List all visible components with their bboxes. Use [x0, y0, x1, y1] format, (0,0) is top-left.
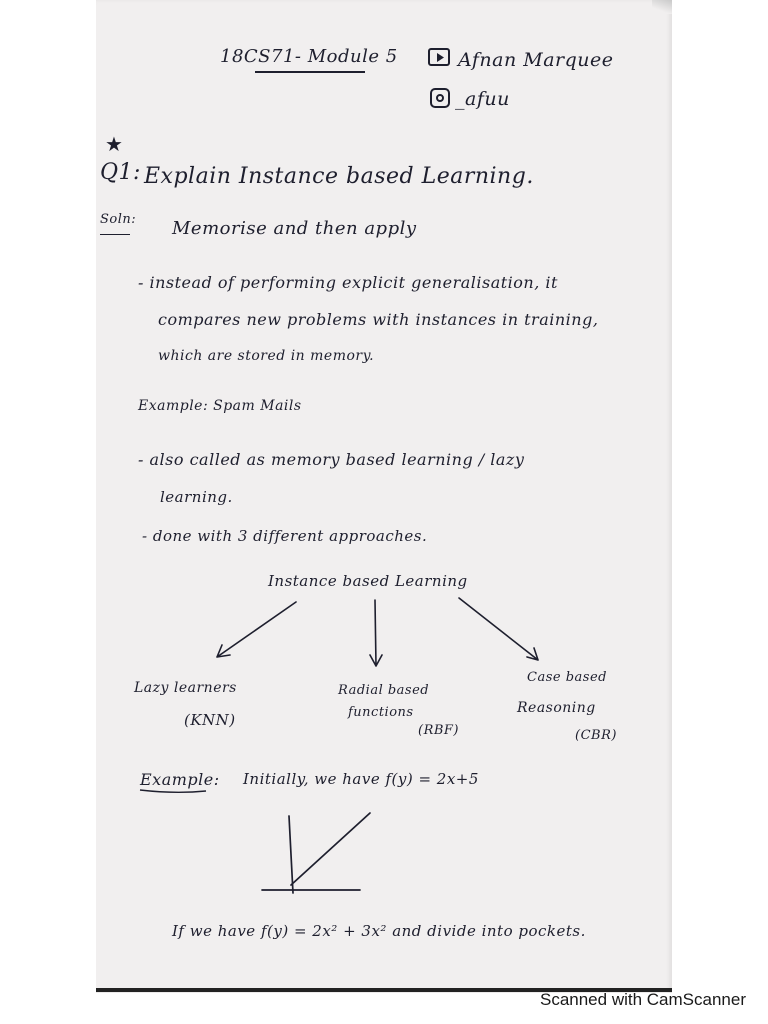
bullet1-line3: which are stored in memory.	[158, 348, 375, 364]
example-line: Example: Spam Mails	[138, 398, 302, 414]
bullet1-line1: - instead of performing explicit generalisation, it	[138, 273, 558, 292]
right-branch-label-2: Reasoning	[517, 700, 596, 716]
middle-branch-sub: (RBF)	[418, 723, 460, 738]
example2-text: Initially, we have f(y) = 2x+5	[243, 770, 479, 788]
star-mark: ★	[105, 132, 124, 156]
graph-sketch	[262, 813, 370, 893]
author-handle: _afuu	[455, 88, 510, 110]
bullet2-line1: - also called as memory based learning / lazy	[138, 450, 525, 469]
question-label: Q1:	[100, 160, 141, 185]
solution-tagline: Memorise and then apply	[172, 218, 417, 239]
bullet2-line2: learning.	[160, 488, 233, 506]
arrow-middle	[370, 600, 382, 666]
module-title: 18CS71- Module 5	[220, 46, 398, 67]
solution-label: Soln:	[100, 212, 137, 227]
right-branch-sub: (CBR)	[575, 728, 617, 743]
example2-underline	[140, 790, 206, 792]
graph-line	[291, 813, 370, 885]
question-text: Explain Instance based Learning.	[144, 164, 534, 189]
bullet1-line2: compares new problems with instances in training,	[158, 310, 599, 329]
middle-branch-label-1: Radial based	[338, 683, 430, 698]
arrow-left	[217, 602, 296, 657]
scanner-caption: Scanned with CamScanner	[539, 990, 746, 1009]
bullet3-line1: - done with 3 different approaches.	[142, 527, 428, 545]
left-branch-label: Lazy learners	[134, 680, 237, 696]
example2-label: Example:	[140, 770, 220, 789]
arrow-right	[459, 598, 538, 660]
graph-y-axis	[289, 816, 293, 893]
diagram-root: Instance based Learning	[268, 572, 468, 590]
author-name: Afnan Marquee	[458, 49, 614, 71]
right-branch-label-1: Case based	[527, 670, 607, 685]
left-branch-sub: (KNN)	[184, 711, 236, 729]
closing-line: If we have f(y) = 2x² + 3x² and divide into pockets.	[172, 922, 586, 940]
middle-branch-label-2: functions	[348, 705, 414, 720]
